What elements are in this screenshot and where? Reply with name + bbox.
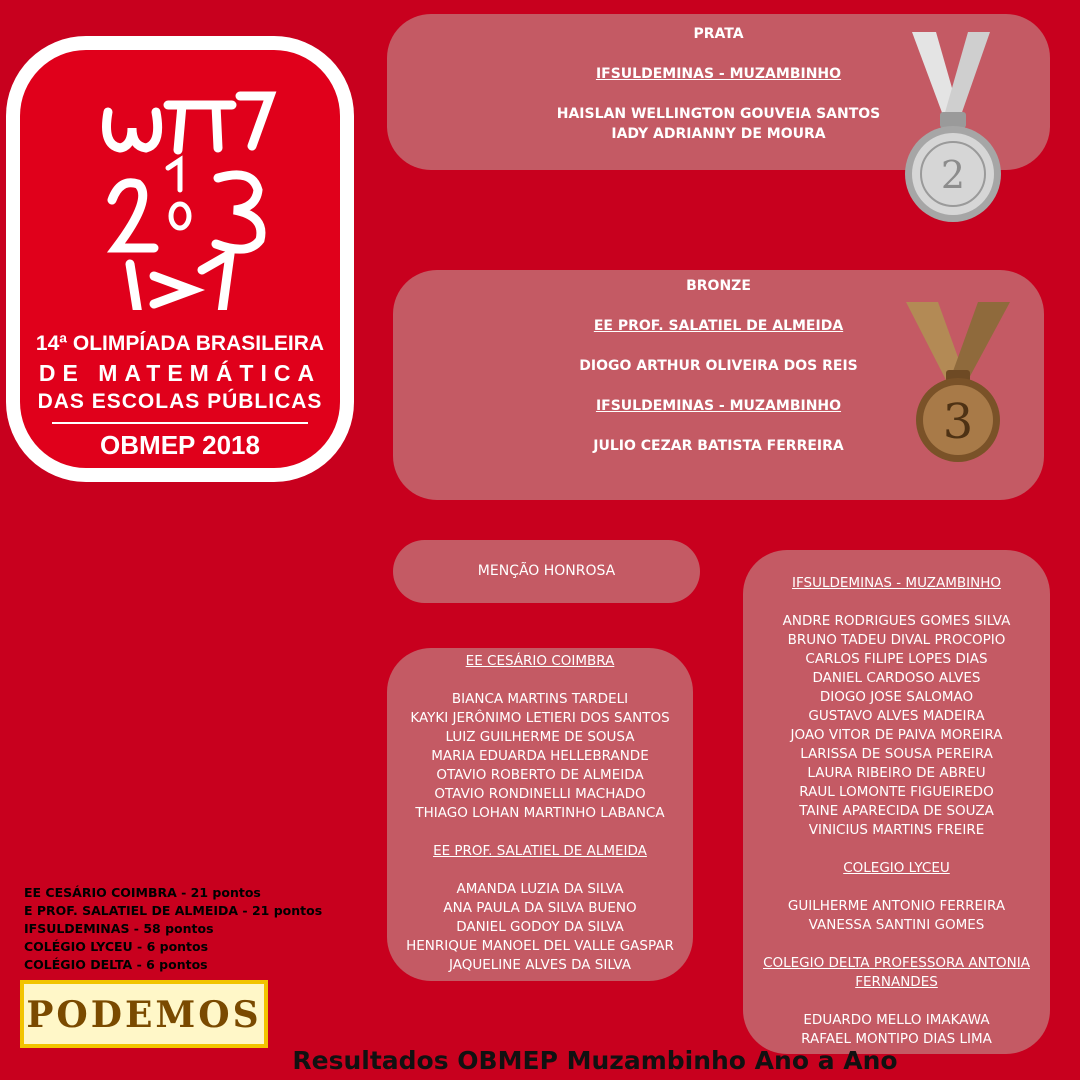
bronze-school-1: EE PROF. SALATIEL DE ALMEIDA <box>593 318 844 334</box>
list-item: GUILHERME ANTONIO FERREIRA <box>787 898 1006 914</box>
mencao-right-card <box>743 550 1050 1054</box>
list-item: HENRIQUE MANOEL DEL VALLE GASPAR <box>406 938 674 954</box>
list-item: RAFAEL MONTIPO DIAS LIMA <box>801 1031 992 1047</box>
score-item: IFSULDEMINAS - 58 pontos <box>24 921 214 936</box>
list-item: DANIEL GODOY DA SILVA <box>456 919 624 935</box>
list-item: DANIEL CARDOSO ALVES <box>812 670 981 686</box>
bronze-medal-icon <box>902 300 1014 470</box>
list-item: THIAGO LOHAN MARTINHO LABANCA <box>415 805 665 821</box>
mencao-honrosa-card <box>393 540 700 603</box>
list-item: AMANDA LUZIA DA SILVA <box>456 881 624 897</box>
score-item: COLÉGIO DELTA - 6 pontos <box>24 957 208 972</box>
list-item: LARISSA DE SOUSA PEREIRA <box>800 746 993 762</box>
score-item: E PROF. SALATIEL DE ALMEIDA - 21 pontos <box>24 903 323 918</box>
list-item: LAURA RIBEIRO DE ABREU <box>807 765 986 781</box>
list-item: ANDRE RODRIGUES GOMES SILVA <box>782 613 1011 629</box>
bronze-school-2: IFSULDEMINAS - MUZAMBINHO <box>595 398 842 414</box>
list-item: JAQUELINE ALVES DA SILVA <box>449 957 631 973</box>
logo-line-2: DE MATEMÁTICA <box>38 360 322 386</box>
list-item: GUSTAVO ALVES MADEIRA <box>808 708 985 724</box>
list-item: BRUNO TADEU DIVAL PROCOPIO <box>787 632 1006 648</box>
list-item: OTAVIO ROBERTO DE ALMEIDA <box>436 767 644 783</box>
logo-inner <box>20 50 340 468</box>
prata-heading: PRATA <box>693 26 744 42</box>
obmep-logo <box>6 36 354 482</box>
mencao-honrosa-heading: MENÇÃO HONROSA <box>477 563 616 579</box>
list-item: RAUL LOMONTE FIGUEIREDO <box>799 784 994 800</box>
logo-line-4: OBMEP 2018 <box>100 430 260 460</box>
score-item: EE CESÁRIO COIMBRA - 21 pontos <box>24 885 261 900</box>
mencao-right-school-3: COLEGIO DELTA PROFESSORA ANTONIA FERNANDES <box>763 955 1030 990</box>
list-item: ANA PAULA DA SILVA BUENO <box>443 900 637 916</box>
list-item: TAINE APARECIDA DE SOUZA <box>799 803 994 819</box>
mencao-left-card <box>387 648 693 981</box>
list-item: BIANCA MARTINS TARDELI <box>451 691 629 707</box>
mencao-left-school-2: EE PROF. SALATIEL DE ALMEIDA <box>433 843 647 859</box>
bronze-student-1: DIOGO ARTHUR OLIVEIRA DOS REIS <box>579 358 858 374</box>
prata-student: IADY ADRIANNY DE MOURA <box>611 126 826 142</box>
prata-school: IFSULDEMINAS - MUZAMBINHO <box>595 66 842 82</box>
logo-divider <box>52 422 308 424</box>
list-item: CARLOS FILIPE LOPES DIAS <box>805 651 988 667</box>
mencao-right-school-1: IFSULDEMINAS - MUZAMBINHO <box>792 575 1001 591</box>
bronze-student-2: JULIO CEZAR BATISTA FERREIRA <box>593 438 844 454</box>
bronze-medal-number: 3 <box>942 394 974 450</box>
math-symbols-graphic <box>20 50 340 310</box>
mencao-right-school-2: COLEGIO LYCEU <box>843 860 950 876</box>
prata-student: HAISLAN WELLINGTON GOUVEIA SANTOS <box>556 106 881 122</box>
logo-line-3: DAS ESCOLAS PÚBLICAS <box>37 390 323 413</box>
list-item: EDUARDO MELLO IMAKAWA <box>803 1012 990 1028</box>
list-item: VINICIUS MARTINS FREIRE <box>808 822 985 838</box>
podemos-logo <box>20 980 268 1048</box>
score-item: COLÉGIO LYCEU - 6 pontos <box>24 939 209 954</box>
school-scores <box>24 884 354 974</box>
podemos-text: PODEMOS <box>26 994 262 1036</box>
list-item: DIOGO JOSE SALOMAO <box>819 689 974 705</box>
silver-medal-number: 2 <box>940 153 966 197</box>
list-item: LUIZ GUILHERME DE SOUSA <box>445 729 635 745</box>
mencao-left-school-1: EE CESÁRIO COIMBRA <box>465 653 615 669</box>
list-item: VANESSA SANTINI GOMES <box>808 917 985 933</box>
footer-title: Resultados OBMEP Muzambinho Ano a Ano <box>292 1046 898 1075</box>
logo-line-1: 14ª OLIMPÍADA BRASILEIRA <box>35 332 325 355</box>
silver-medal-icon <box>898 28 1008 224</box>
list-item: OTAVIO RONDINELLI MACHADO <box>434 786 646 802</box>
list-item: JOAO VITOR DE PAIVA MOREIRA <box>790 727 1003 743</box>
bronze-heading: BRONZE <box>686 278 751 294</box>
list-item: KAYKI JERÔNIMO LETIERI DOS SANTOS <box>410 710 670 726</box>
list-item: MARIA EDUARDA HELLEBRANDE <box>431 748 649 764</box>
